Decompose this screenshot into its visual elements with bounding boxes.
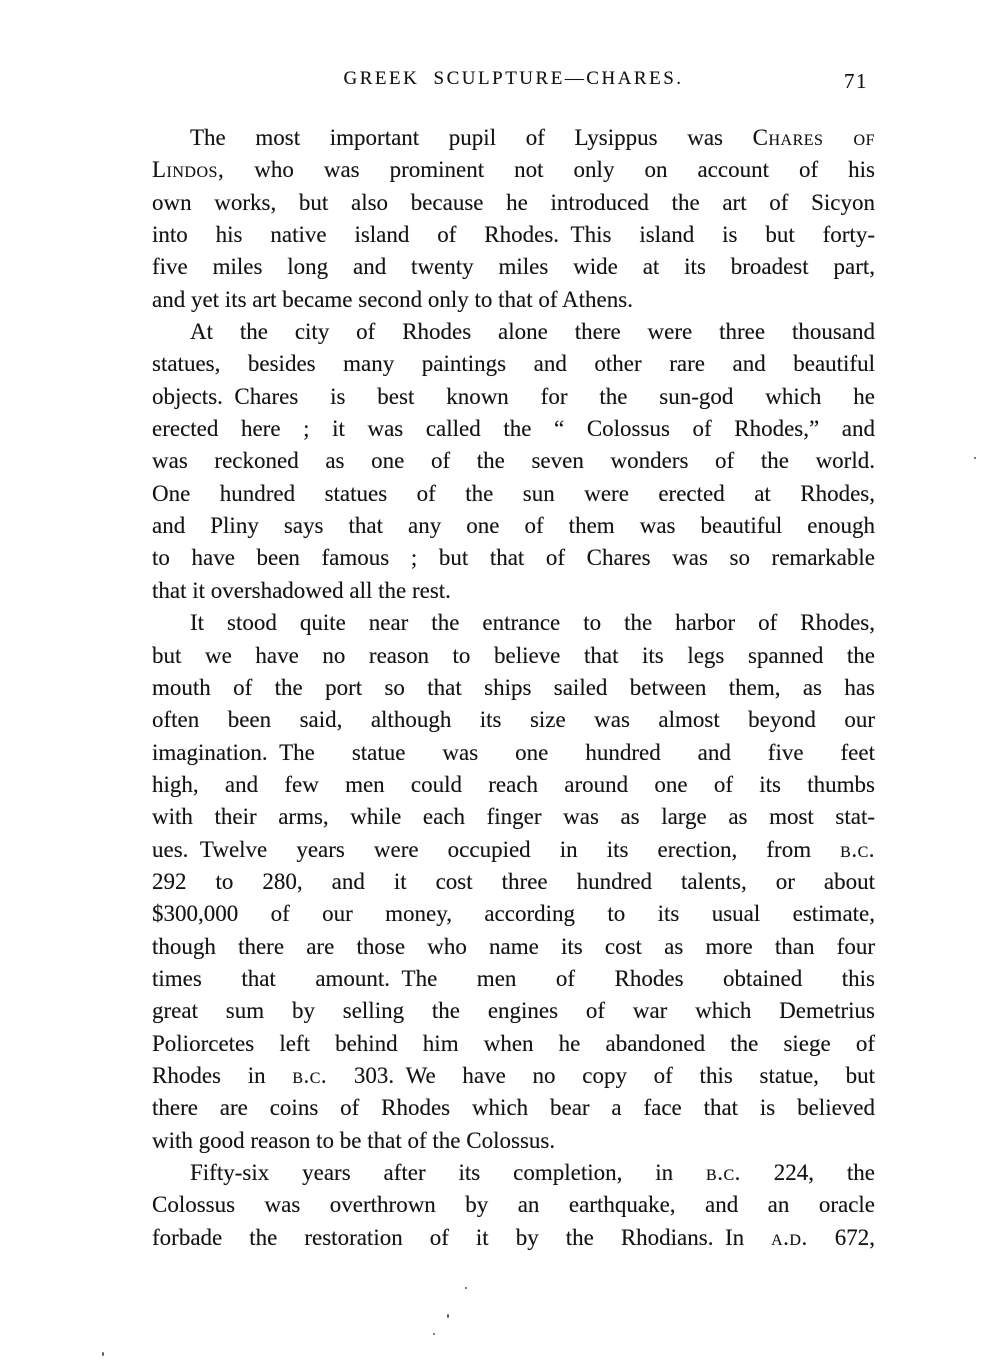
text-line: It stood quite near the entrance to the harbor of Rhodes, <box>190 610 875 636</box>
text-line: with good reason to be that of the Colossus. <box>152 1127 556 1153</box>
text-line: Colossus was overthrown by an earthquake, and an oracle <box>152 1192 875 1218</box>
text-body <box>152 122 875 1254</box>
text-line: Fifty-six years after its completion, in b.c. 224, the <box>190 1160 875 1185</box>
text-line: $300,000 of our money, according to its usual estimate, <box>152 901 875 927</box>
scan-speck <box>974 457 976 459</box>
text-line: One hundred statues of the sun were erected at Rhodes, <box>152 480 875 506</box>
text-line: and yet its art became second only to that of Athens. <box>152 286 633 312</box>
text-line: 292 to 280, and it cost three hundred talents, or about <box>152 868 875 894</box>
text-line: ues. Twelve years were occupied in its erection, from b.c. <box>152 836 875 862</box>
text-line: Rhodes in b.c. 303. We have no copy of this statue, but <box>152 1062 876 1088</box>
text-line: times that amount. The men of Rhodes obtained this <box>152 965 875 991</box>
scan-speck <box>465 1287 467 1289</box>
scan-speck <box>447 1314 449 1318</box>
text-line: great sum by selling the engines of war which Demetrius <box>152 998 875 1024</box>
text-line: that it overshadowed all the rest. <box>152 577 451 603</box>
text-line: forbade the restoration of it by the Rhodians. In a.d. 672, <box>152 1224 875 1250</box>
text-line: At the city of Rhodes alone there were three thousand <box>190 319 875 345</box>
text-line: to have been famous ; but that of Chares was so remarkable <box>152 545 875 571</box>
text-line: with their arms, while each finger was as large as most stat- <box>152 804 875 830</box>
text-line: The most important pupil of Lysippus was Chares of <box>190 125 876 150</box>
running-header: GREEK SCULPTURE—CHARES. <box>343 68 684 89</box>
text-line: there are coins of Rhodes which bear a face that is believed <box>152 1095 875 1121</box>
text-line: five miles long and twenty miles wide at its broadest part, <box>152 254 875 280</box>
text-line: often been said, although its size was almost beyond our <box>152 707 875 733</box>
text-line: was reckoned as one of the seven wonders of the world. <box>152 448 875 474</box>
text-line: objects. Chares is best known for the sun-god which he <box>152 383 875 409</box>
text-line: but we have no reason to believe that its legs spanned the <box>152 642 875 668</box>
text-line: Lindos, who was prominent not only on account of his <box>152 157 875 183</box>
text-line: statues, besides many paintings and other rare and beautiful <box>152 351 875 377</box>
page-number: 71 <box>844 69 868 93</box>
scan-speck <box>433 1333 435 1335</box>
scan-speck <box>102 1352 104 1356</box>
text-line: Poliorcetes left behind him when he abandoned the siege of <box>152 1030 875 1056</box>
text-line: and Pliny says that any one of them was beautiful enough <box>152 513 875 539</box>
text-line: high, and few men could reach around one of its thumbs <box>152 771 875 797</box>
text-line: erected here ; it was called the “ Colossus of Rhodes,” and <box>152 416 875 442</box>
text-line: mouth of the port so that ships sailed between them, as has <box>152 674 875 700</box>
text-line: imagination. The statue was one hundred and five feet <box>152 739 875 765</box>
text-line: own works, but also because he introduced the art of Sicyon <box>152 189 875 215</box>
text-line: into his native island of Rhodes. This island is but forty- <box>152 222 875 248</box>
text-line: though there are those who name its cost as more than four <box>152 933 875 959</box>
